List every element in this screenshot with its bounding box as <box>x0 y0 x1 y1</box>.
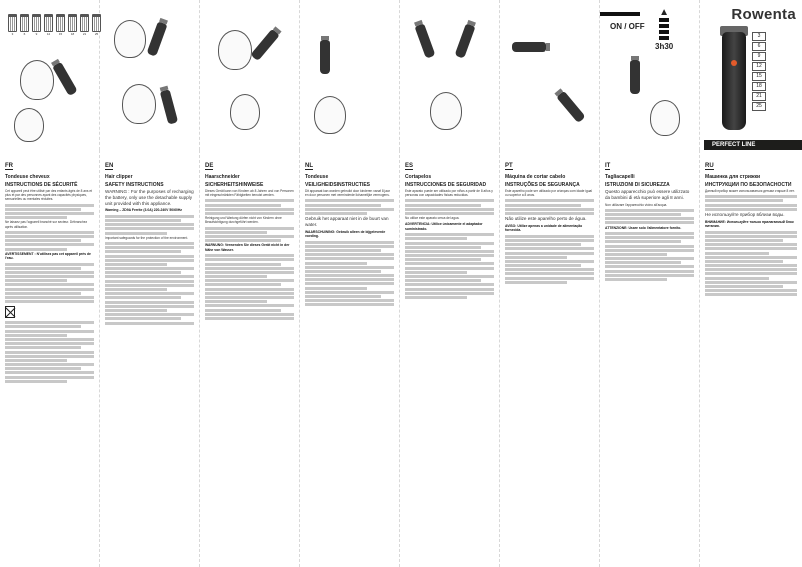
section-title: Máquina de cortar cabelo <box>505 174 566 180</box>
illustration-band <box>0 0 802 150</box>
head-illustration <box>650 100 680 136</box>
clipper-illustration <box>52 62 78 96</box>
length-item: 6 <box>752 42 766 51</box>
warning-text: WAARSCHUWING: Gebruik alleen de bijgeleverde voeding. <box>305 229 386 239</box>
panel-combs <box>0 0 100 150</box>
product-line-bar: PERFECT LINE <box>704 140 802 150</box>
language-tag: ES <box>405 163 414 169</box>
power-button-icon <box>731 60 737 66</box>
comb-length-label: 21 <box>82 32 87 36</box>
paragraph: Reinigung und Wartung dürfen nicht von Kindern ohne Beaufsichtigung durchgeführt werden. <box>205 216 282 225</box>
section-subtitle: SAFETY INSTRUCTIONS <box>105 182 164 188</box>
paragraph: Данный прибор может использоваться детьми старше 8 лет. <box>705 189 795 193</box>
crossed-bin-icon <box>5 306 15 318</box>
comb-length-label: 12 <box>46 32 51 36</box>
comb-length-label: 18 <box>70 32 75 36</box>
paragraph: Questo apparecchio può essere utilizzato da bambini di età superiore agli 8 anni. <box>605 189 690 200</box>
length-list <box>752 32 766 111</box>
column-pt <box>500 150 600 567</box>
warning-text: ATTENZIONE: Usare solo l'alimentatore fornito. <box>605 225 682 230</box>
section-title: Tondeuse <box>305 174 329 180</box>
clipper-illustration <box>512 42 546 52</box>
recycle-block <box>5 306 94 318</box>
section-title: Cortapelos <box>405 174 432 180</box>
section-subtitle: ISTRUZIONI DI SICUREZZA <box>605 182 670 188</box>
paragraph: Не используйте прибор вблизи воды. <box>705 211 785 217</box>
clipper-illustration <box>454 23 475 58</box>
language-tag: IT <box>605 163 611 169</box>
brand-logo: Rowenta <box>731 6 796 23</box>
panel-product <box>700 0 802 150</box>
language-tag: NL <box>305 163 313 169</box>
section-title: Haarschneider <box>205 174 240 180</box>
comb-icon <box>80 14 89 32</box>
section-subtitle: INSTRUCCIONES DE SEGURIDAD <box>405 182 487 188</box>
paragraph: Gebruik het apparaat niet in de buurt van water. <box>305 216 389 227</box>
comb-icon <box>32 14 41 32</box>
comb-length-label: 9 <box>35 32 38 36</box>
head-illustration <box>14 108 44 142</box>
language-tag: PT <box>505 163 513 169</box>
product-image <box>722 32 746 130</box>
comb-length-label: 3 <box>11 32 14 36</box>
comb-length-label: 25 <box>94 32 99 36</box>
warning-text: Warning – ZD9A Ferrite (3.0A) 220-240V 50/60Hz <box>105 208 183 213</box>
section-subtitle: INSTRUCTIONS DE SÉCURITÉ <box>5 182 78 188</box>
comb-icon <box>20 14 29 32</box>
clipper-illustration <box>556 91 586 123</box>
clipper-illustration <box>320 40 330 74</box>
column-it <box>600 150 700 567</box>
comb-icon <box>68 14 77 32</box>
length-item: 21 <box>752 92 766 101</box>
section-subtitle: ИНСТРУКЦИИ ПО БЕЗОПАСНОСТИ <box>705 182 792 188</box>
head-illustration <box>114 20 146 58</box>
column-es <box>400 150 500 567</box>
paragraph: Não utilize este aparelho perto de água. <box>505 216 587 222</box>
clipper-illustration <box>250 29 280 61</box>
section-subtitle: INSTRUÇÕES DE SEGURANÇA <box>505 182 580 188</box>
warning-text: ВНИМАНИЕ: Используйте только прилагаемый блок питания. <box>705 219 794 229</box>
onoff-bar <box>600 12 640 16</box>
section-title: Машинка для стрижки <box>705 174 761 180</box>
paragraph: Dit apparaat kan worden gebruikt door kinderen vanaf 8 jaar en door personen met verminderde lichamelijke vermogens. <box>305 189 390 198</box>
section-title: Hair clipper <box>105 174 133 180</box>
panel-usage-2 <box>200 0 300 150</box>
onoff-label: ON / OFF <box>610 22 645 31</box>
clipper-illustration <box>630 60 640 94</box>
comb-icon <box>44 14 53 32</box>
paragraph: Este aparelho pode ser utilizado por crianças com idade igual ou superior a 8 anos. <box>505 189 592 198</box>
clipper-illustration <box>146 21 167 56</box>
section-subtitle: SICHERHEITSHINWEISE <box>205 182 264 188</box>
text-columns <box>0 150 802 567</box>
paragraph: Non utilizzare l'apparecchio vicino all'acqua. <box>605 202 668 207</box>
length-item: 12 <box>752 62 766 71</box>
paragraph: Este aparato puede ser utilizado por niños a partir de 8 años y personas con capacidades físicas reducidas. <box>405 189 493 198</box>
comb-icon <box>56 14 65 32</box>
length-item: 3 <box>752 32 766 41</box>
warning-text: WARNUNG: Verwenden Sie dieses Gerät nicht in der Nähe von Wasser. <box>205 243 290 252</box>
length-item: 9 <box>752 52 766 61</box>
length-item: 18 <box>752 82 766 91</box>
paragraph: Important safeguards for the protection of the environment. <box>105 235 189 240</box>
length-item: 15 <box>752 72 766 81</box>
panel-onoff <box>600 0 700 150</box>
column-nl <box>300 150 400 567</box>
comb-icon <box>8 14 17 32</box>
comb-set <box>8 14 101 36</box>
section-title: Tondeuse cheveux <box>5 174 50 180</box>
charge-time-label: 3h30 <box>655 42 674 51</box>
arrow-up-icon: ▲ <box>659 7 670 18</box>
head-illustration <box>314 96 346 134</box>
comb-length-label: 15 <box>58 32 63 36</box>
clipper-illustration <box>414 23 435 58</box>
clipper-illustration <box>160 89 178 124</box>
head-illustration <box>430 92 462 130</box>
paragraph: Dieses Gerät kann von Kindern ab 8 Jahren und von Personen mit eingeschränkten Fähigkeiten benutzt werden. <box>205 189 294 198</box>
language-tag: RU <box>705 163 714 169</box>
paragraph: Cet appareil peut être utilisé par des enfants âgés de 8 ans et plus et par des personnes ayant des capacités physiques, sensorielles ou mentales réduites. <box>5 189 93 202</box>
section-title: Tagliacapelli <box>605 174 635 180</box>
panel-usage-1 <box>100 0 200 150</box>
language-tag: DE <box>205 163 214 169</box>
warning-text: ADVERTENCIA: Utilice únicamente el adaptador suministrado. <box>405 222 483 231</box>
comb-length-label: 6 <box>23 32 26 36</box>
head-illustration <box>20 60 54 100</box>
warning-text: AVISO: Utilize apenas a unidade de alimentação fornecida. <box>505 223 583 233</box>
paragraph: No utilice este aparato cerca del agua. <box>405 216 460 221</box>
column-fr <box>0 150 100 567</box>
head-illustration <box>230 94 260 130</box>
head-illustration <box>122 84 156 124</box>
head-illustration <box>218 30 252 70</box>
language-tag: EN <box>105 163 114 169</box>
language-tag: FR <box>5 163 13 169</box>
column-ru <box>700 150 802 567</box>
panel-cleaning <box>400 0 500 150</box>
section-subtitle: VEILIGHEIDSINSTRUCTIES <box>305 182 371 188</box>
warning-text: AVERTISSEMENT : N'utilisez pas cet appareil près de l'eau. <box>5 251 91 261</box>
length-item: 25 <box>752 102 766 111</box>
paragraph: WARNING : For the purposes of recharging the battery, only use the detachable supply unit provided with this appliance. <box>105 189 194 206</box>
paragraph: Ne laissez pas l'appareil branché sur secteur. Débranchez après utilisation. <box>5 220 88 229</box>
column-en <box>100 150 200 567</box>
panel-blade <box>500 0 600 150</box>
column-de <box>200 150 300 567</box>
